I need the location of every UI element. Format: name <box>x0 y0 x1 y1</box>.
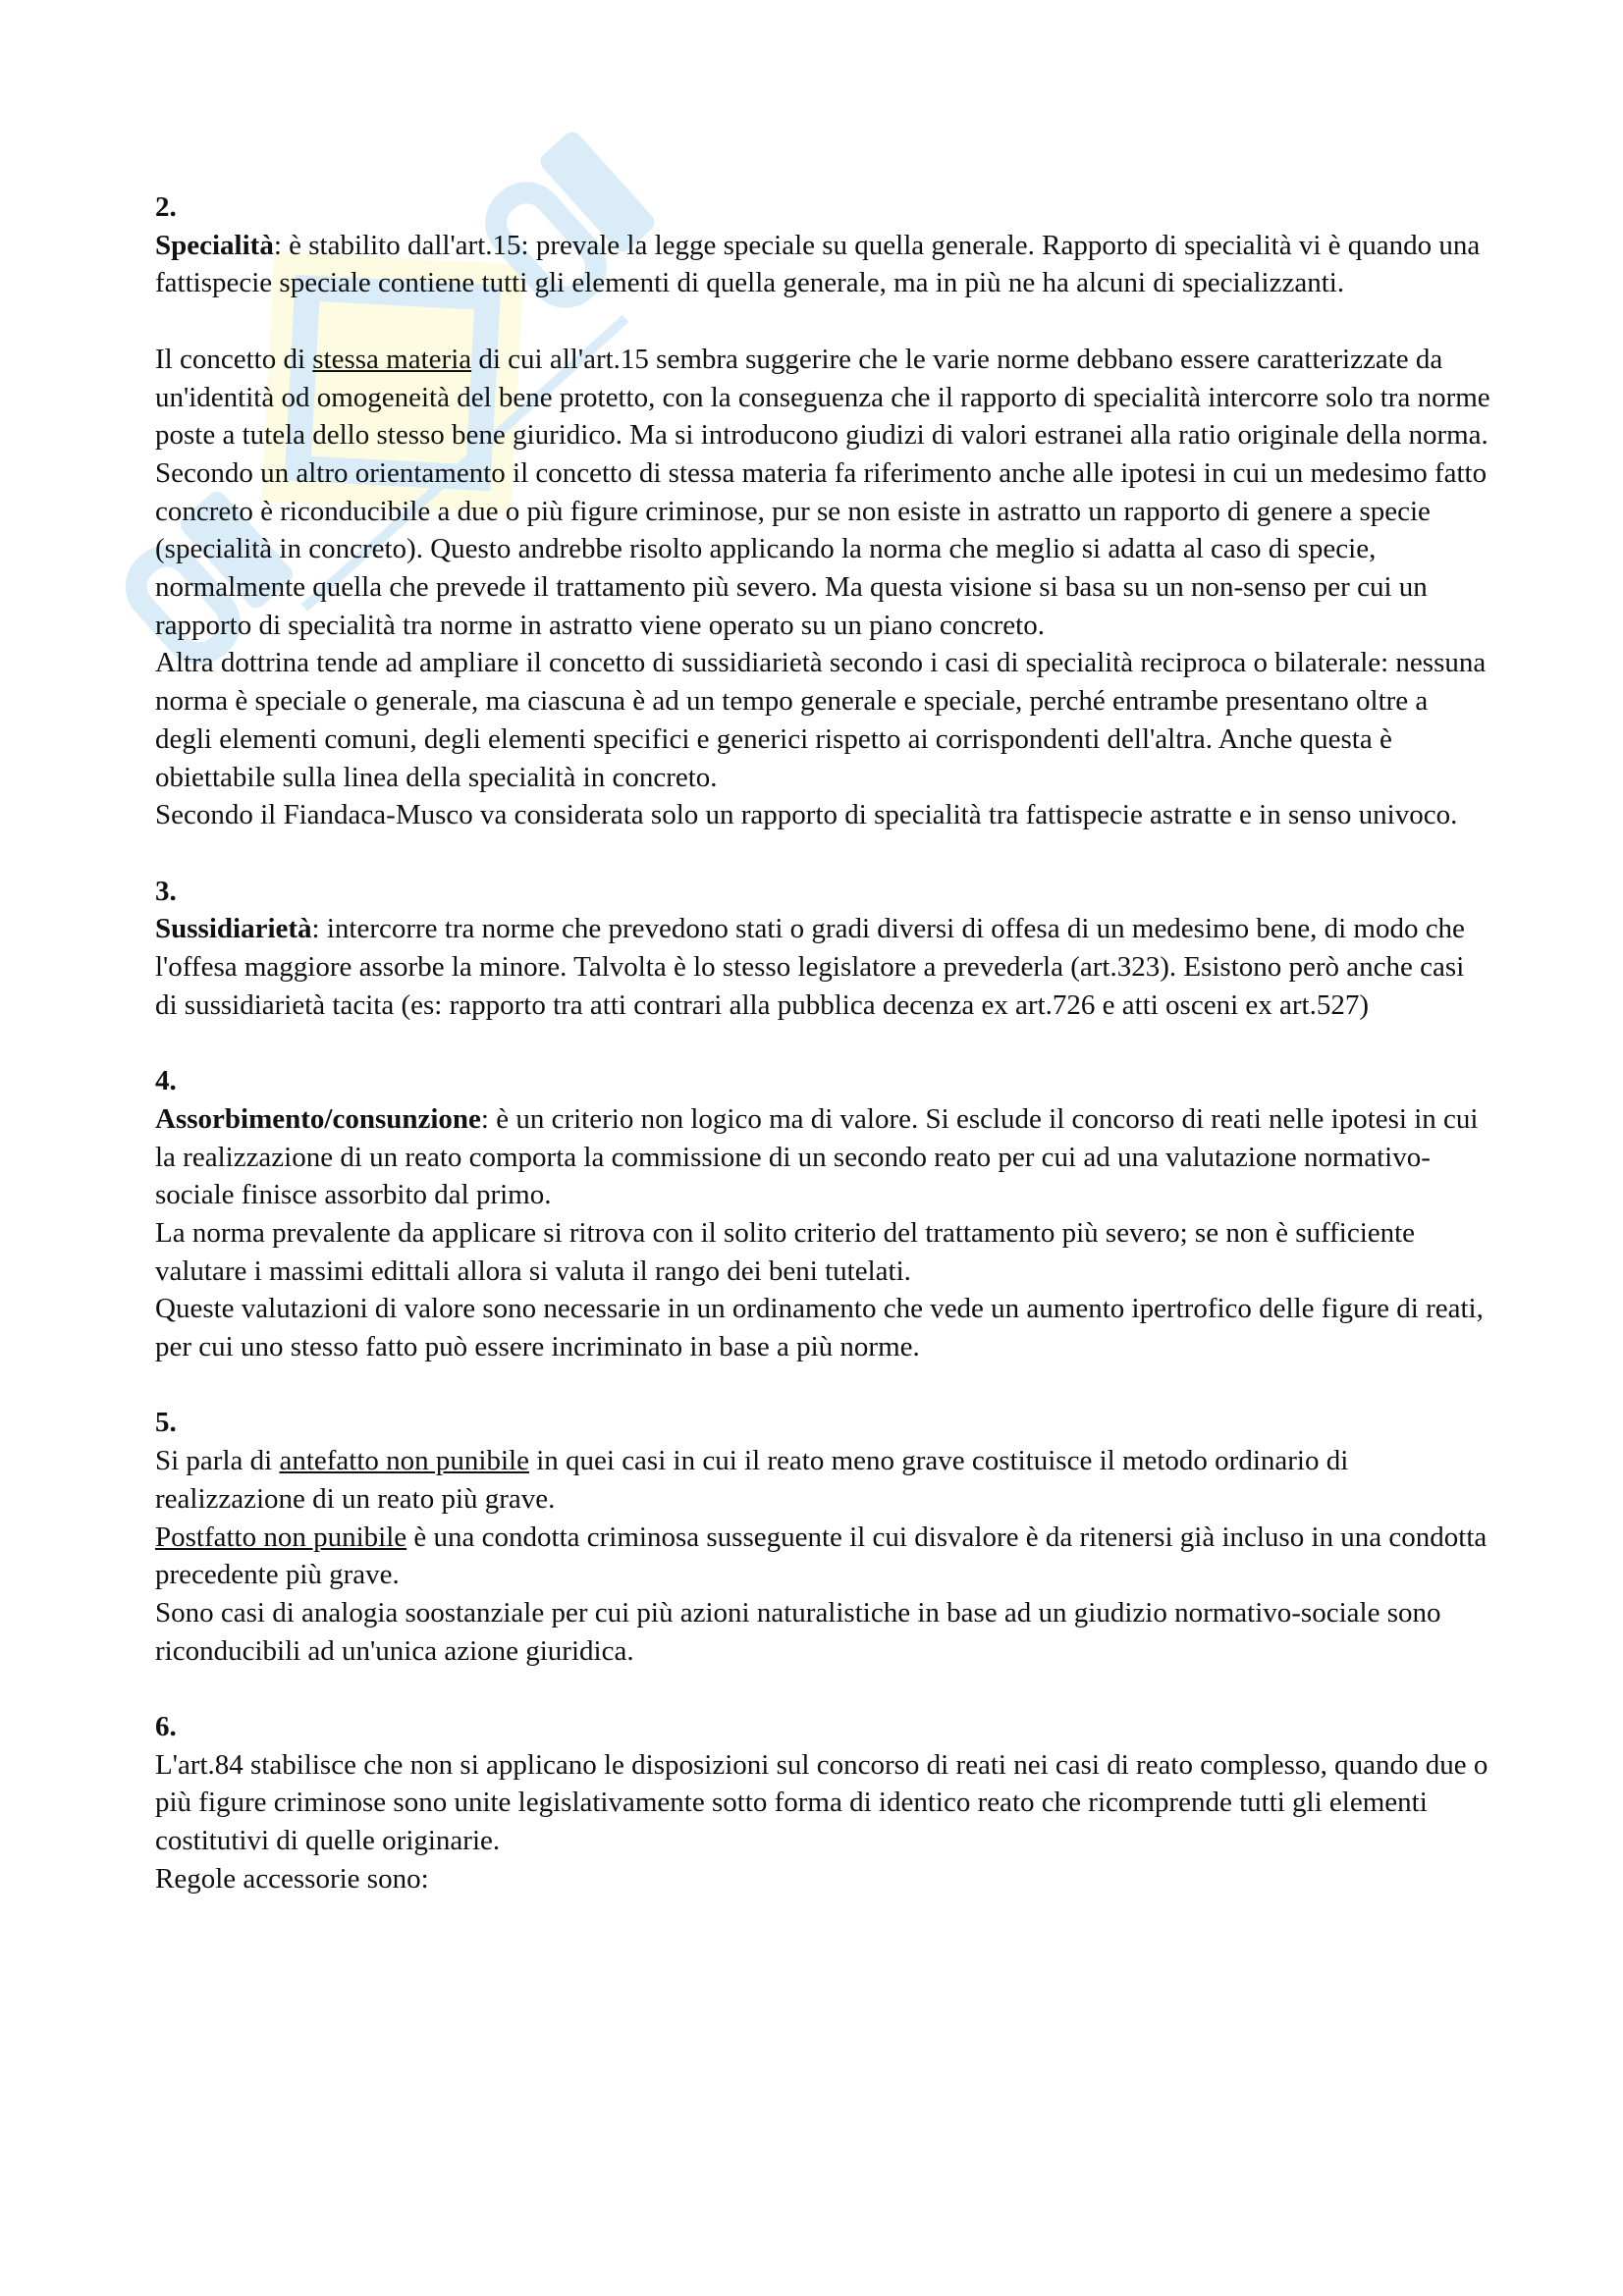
text-run: di cui all'art.15 sembra suggerire che le varie norme debbano essere caratterizzate da un'identità od omogeneità del bene protetto, con la conseguenza che il rapporto di specialità intercorre solo tra norme poste a tutela dello stesso bene giuridico. Ma si introducono giudizi di valori estranei alla ratio originale della norma. <box>155 343 1490 452</box>
term-heading: Specialità <box>155 229 274 261</box>
text-run: : è un criterio non logico ma di valore. Si esclude il concorso di reati nelle ipotesi in cui la realizzazione di un reato comporta la commissione di un secondo reato per cui ad una valutazione normativo-sociale finisce assorbito dal primo. <box>155 1102 1479 1211</box>
paragraph <box>155 1100 1490 1214</box>
underlined-term: stessa materia <box>312 343 472 375</box>
text-run: Queste valutazioni di valore sono necessarie in un ordinamento che vede un aumento ipertrofico delle figure di reati, per cui uno stesso fatto può essere incriminato in base a più norme. <box>155 1293 1484 1363</box>
text-run: è una condotta criminosa susseguente il cui disvalore è da ritenersi già incluso in una condotta precedente più grave. <box>155 1521 1488 1591</box>
section-number: 3. <box>155 875 177 907</box>
paragraph <box>155 644 1490 796</box>
paragraph <box>155 227 1490 302</box>
section-number: 5. <box>155 1407 177 1439</box>
text-run: in quei casi in cui il reato meno grave costituisce il metodo ordinario di realizzazione di un reato più grave. <box>155 1445 1349 1515</box>
term-heading: Assorbimento/consunzione <box>155 1102 481 1135</box>
paragraph <box>155 1519 1490 1594</box>
paragraph <box>155 910 1490 1024</box>
section-number: 6. <box>155 1711 177 1743</box>
text-run: Secondo un altro orientamento il concetto di stessa materia fa riferimento anche alle ipotesi in cui un medesimo fatto concreto è riconducibile a due o più figure criminose, pur se non esiste in astratto un rapporto di genere a specie (specialità in concreto). Questo andrebbe risolto applicando la norma che meglio si adatta al caso di specie, normalmente quella che prevede il trattamento più severo. Ma questa visione si basa su un non-senso per cui un rapporto di specialità tra norme in astratto viene operato su un piano concreto. <box>155 456 1488 641</box>
paragraph <box>155 1214 1490 1290</box>
section-6 <box>155 1708 1490 1898</box>
paragraph <box>155 1290 1490 1365</box>
paragraph <box>155 454 1490 645</box>
paragraph <box>155 341 1490 454</box>
section-2 <box>155 188 1490 302</box>
document-page <box>155 188 1490 1936</box>
text-run: : è stabilito dall'art.15: prevale la legge speciale su quella generale. Rapporto di specialità vi è quando una fattispecie speciale contiene tutti gli elementi di quella generale, ma in più ne ha alcuni di specializzanti. <box>155 229 1481 299</box>
paragraph <box>155 1442 1490 1518</box>
text-run: : intercorre tra norme che prevedono stati o gradi diversi di offesa di un medesimo bene, di modo che l'offesa maggiore assorbe la minore. Talvolta è lo stesso legislatore a prevederla (art.323). Esistono però anche casi di sussidiarietà tacita (es: rapporto tra atti contrari alla pubblica decenza ex art.726 e atti osceni ex art.527) <box>155 913 1465 1021</box>
text-run: Altra dottrina tende ad ampliare il concetto di sussidiarietà secondo i casi di specialità reciproca o bilaterale: nessuna norma è speciale o generale, ma ciascuna è ad un tempo generale e speciale, perché entrambe presentano oltre a degli elementi comuni, degli elementi specifici e generici rispetto ai corrispondenti dell'altra. Anche questa è obiettabile sulla linea della specialità in concreto. <box>155 647 1487 793</box>
paragraph <box>155 1746 1490 1860</box>
section-3 <box>155 873 1490 1025</box>
underlined-term: Postfatto non punibile <box>155 1521 407 1553</box>
text-run: La norma prevalente da applicare si ritrova con il solito criterio del trattamento più severo; se non è sufficiente valutare i massimi edittali allora si valuta il rango dei beni tutelati. <box>155 1216 1416 1287</box>
text-run: Sono casi di analogia soostanziale per cui più azioni naturalistiche in base ad un giudizio normativo-sociale sono riconducibili ad un'unica azione giuridica. <box>155 1596 1441 1667</box>
term-heading: Sussidiarietà <box>155 913 312 945</box>
section-4 <box>155 1062 1490 1366</box>
text-run: Si parla di <box>155 1445 280 1477</box>
text-run: L'art.84 stabilisce che non si applicano le disposizioni sul concorso di reati nei casi di reato complesso, quando due o più figure criminose sono unite legislativamente sotto forma di identico reato che ricomprende tutti gli elementi costitutivi di quelle originarie. <box>155 1748 1488 1857</box>
section-5 <box>155 1404 1490 1670</box>
paragraph <box>155 1594 1490 1670</box>
section-continued-1 <box>155 341 1490 834</box>
paragraph <box>155 796 1490 834</box>
section-number: 4. <box>155 1065 177 1097</box>
section-number: 2. <box>155 191 177 223</box>
paragraph <box>155 1860 1490 1898</box>
text-run: Secondo il Fiandaca-Musco va considerata solo un rapporto di specialità tra fattispecie astratte e in senso univoco. <box>155 799 1458 831</box>
underlined-term: antefatto non punibile <box>279 1445 529 1477</box>
text-run: Regole accessorie sono: <box>155 1862 429 1895</box>
text-run: Il concetto di <box>155 343 313 375</box>
